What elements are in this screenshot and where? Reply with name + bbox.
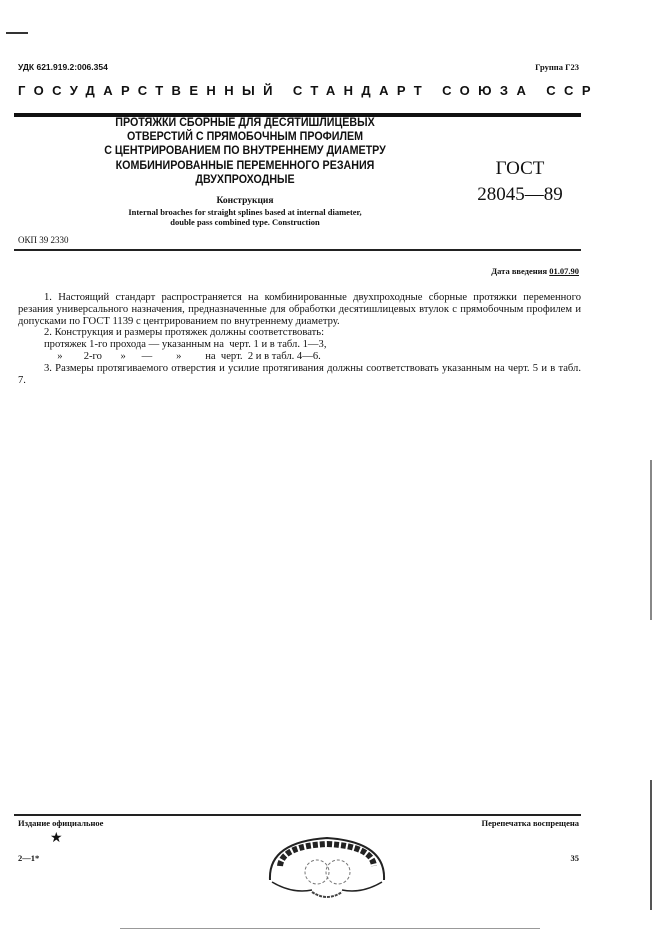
paragraph-1: 1. Настоящий стандарт распространяется на комбинированные двухпроходные сборные протяжки переменного резания универсального назначения, предназначенные для обработки десятишлицевых втулок с прямобочным профилем и допусками по ГОСТ 1139 с центрированием по внутреннему диаметру. (18, 292, 581, 327)
introduction-date (491, 266, 579, 276)
paragraph-2: 2. Конструкция и размеры протяжек должны соответствовать: (44, 327, 325, 339)
title-rule (14, 249, 581, 251)
library-stamp (262, 832, 392, 909)
reprint-note: Перепечатка воспрещена (481, 818, 579, 828)
subtitle: Конструкция (216, 196, 274, 206)
scan-mark (6, 32, 28, 34)
star-icon: ★ (50, 831, 63, 846)
title-line: ПРОТЯЖКИ СБОРНЫЕ ДЛЯ ДЕСЯТИШЛИЦЕВЫХ (115, 117, 375, 129)
english-title-line: double pass combined type. Construction (170, 217, 320, 227)
page-number: 35 (570, 853, 579, 863)
scan-artifact (120, 928, 540, 929)
edition-note: Издание официальное (18, 818, 104, 828)
print-code: 2—1* (18, 853, 40, 863)
group-code: Группа Г23 (535, 62, 579, 72)
date-label: Дата введения (491, 266, 548, 276)
paragraph-2-item-2: » 2-го » — » на черт. 2 и в табл. 4—6. (44, 350, 321, 362)
english-title-line: Internal broaches for straight splines based at internal diameter, (128, 207, 362, 217)
document-title (92, 116, 399, 187)
document-body (18, 292, 581, 386)
state-standard-heading: ГОСУДАРСТВЕННЫЙ СТАНДАРТ СОЮЗА ССР (18, 83, 599, 98)
gost-label: ГОСТ (495, 158, 545, 179)
scan-edge (650, 780, 652, 910)
title-line: ДВУХПРОХОДНЫЕ (195, 173, 295, 186)
scan-edge (650, 460, 652, 620)
date-value: 01.07.90 (549, 266, 579, 276)
paragraph-2-item-1: протяжек 1-го прохода — указанным на черт. 1 и в табл. 1—3, (44, 339, 327, 351)
title-line: С ЦЕНТРИРОВАНИЕМ ПО ВНУТРЕННЕМУ ДИАМЕТРУ (104, 145, 386, 158)
title-line: ОТВЕРСТИЙ С ПРЯМОБОЧНЫМ ПРОФИЛЕМ (126, 131, 364, 144)
english-title (60, 207, 430, 227)
okp-code: ОКП 39 2330 (18, 235, 69, 245)
footer-rule (14, 814, 581, 816)
gost-number: 28045—89 (477, 184, 563, 205)
udk-code: УДК 621.919.2:006.354 (18, 62, 108, 72)
paragraph-3: 3. Размеры протягиваемого отверстия и усилие протягивания должны соответствовать указанным на черт. 5 и в табл. 7. (18, 362, 581, 386)
title-line: КОМБИНИРОВАННЫЕ ПЕРЕМЕННОГО РЕЗАНИЯ (115, 159, 375, 172)
